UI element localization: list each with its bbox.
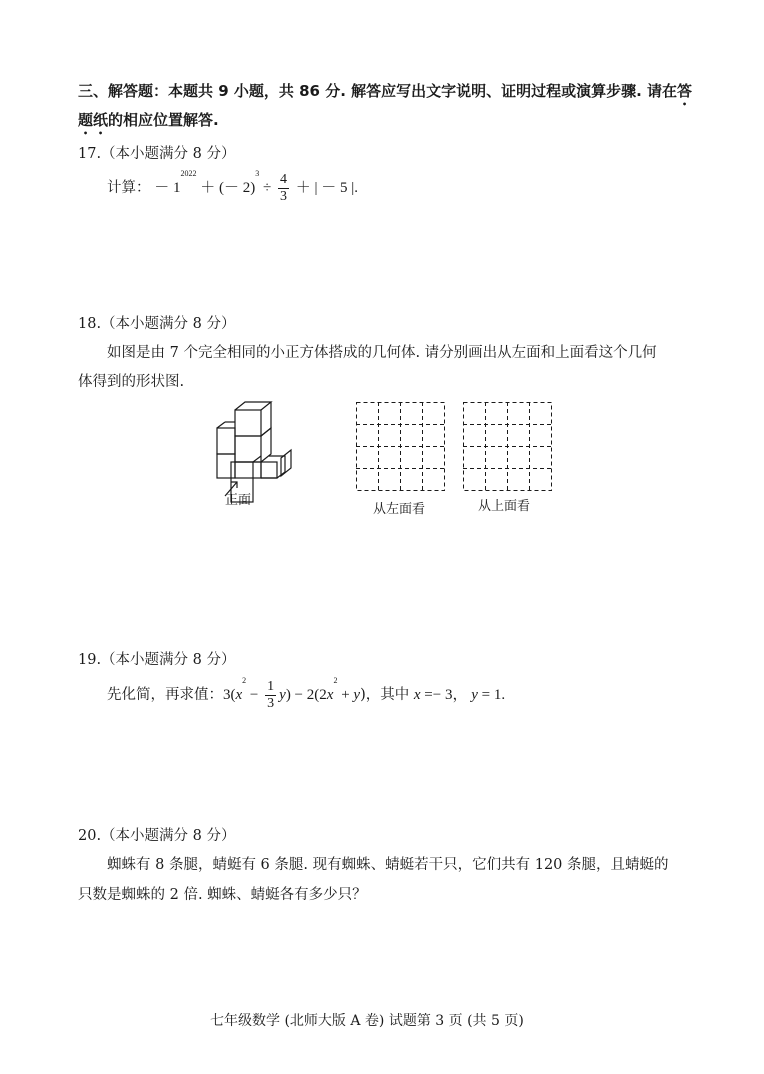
q20-line2: 只数是蜘蛛的 2 倍. 蜘蛛、蜻蜓各有多少只？ [78, 887, 367, 903]
q17-prefix: 计算： [107, 179, 151, 196]
cube-solid-figure [205, 398, 305, 508]
q19-frac-num: 1 [267, 679, 275, 694]
q19-exp2: 2 [333, 676, 338, 685]
section-heading-emph-2: 题纸 [78, 111, 109, 129]
q19-y3: y [471, 686, 478, 703]
section-heading [78, 80, 692, 109]
q18-line2: 体得到的形状图. [78, 374, 185, 390]
grid-left-view [356, 402, 446, 492]
section-heading-line2 [78, 109, 219, 138]
q19-y2: y [353, 686, 361, 703]
q17-div: ÷ [263, 179, 272, 196]
section-heading-text: 三、解答题：本题共 9 小题，共 86 分. 解答应写出文字说明、证明过程或演算步骤. 请在 [78, 82, 678, 100]
q19-e6: = 1. [477, 686, 506, 703]
q19-e5: =− 3， [420, 686, 472, 703]
q19-x3: x [413, 686, 421, 703]
section-heading-text-2: 的相应位置解答. [108, 111, 219, 129]
q19-frac-den: 3 [267, 696, 275, 711]
q17-frac-den: 3 [280, 189, 287, 204]
section-heading-emph-1: 答 [677, 82, 693, 100]
q19-x1: x [235, 686, 243, 703]
q19-minus: − [246, 686, 263, 703]
grid-top-view [463, 402, 553, 492]
q17-term2-exp: 3 [255, 169, 260, 178]
q17-term2: ＋ (－ 2) [200, 179, 256, 196]
grid-left-caption: 从左面看 [373, 502, 426, 517]
q20-header: 20.（本小题满分 8 分） [78, 828, 236, 844]
q17-term1-exp: 2022 [180, 169, 197, 178]
q19-e1: 3( [223, 686, 236, 703]
grid-top-caption: 从上面看 [478, 499, 531, 514]
q17-header: 17.（本小题满分 8 分） [78, 146, 236, 162]
q17-frac-num: 4 [280, 172, 287, 187]
q19-prefix: 先化简，再求值： [107, 686, 223, 703]
q19-e2: ) − 2(2 [285, 686, 327, 703]
q19-exp1: 2 [242, 676, 247, 685]
q17-expression [107, 169, 359, 205]
q19-e4: )，其中 [360, 686, 414, 703]
q20-line1: 蜘蛛有 8 条腿，蜻蜓有 6 条腿. 现有蜘蛛、蜻蜓若干只，它们共有 120 条腿，且蜻蜓的 [107, 857, 669, 873]
q18-header: 18.（本小题满分 8 分） [78, 316, 236, 332]
q19-header: 19.（本小题满分 8 分） [78, 652, 236, 668]
q19-e3: + [337, 686, 354, 703]
q19-x2: x [326, 686, 334, 703]
q18-line1: 如图是由 7 个完全相同的小正方体搭成的几何体. 请分别画出从左面和上面看这个几何 [107, 345, 657, 361]
q19-fraction [265, 679, 276, 712]
q17-term3: ＋ | － 5 |. [295, 179, 359, 196]
q19-expression [107, 676, 506, 712]
q17-fraction [278, 172, 289, 205]
front-label: 正面 [225, 493, 252, 508]
q17-term1: － 1 [154, 179, 181, 196]
q19-y1: y [279, 686, 286, 703]
page-footer: 七年级数学 (北师大版 A 卷) 试题第 3 页 (共 5 页) [210, 1013, 524, 1029]
